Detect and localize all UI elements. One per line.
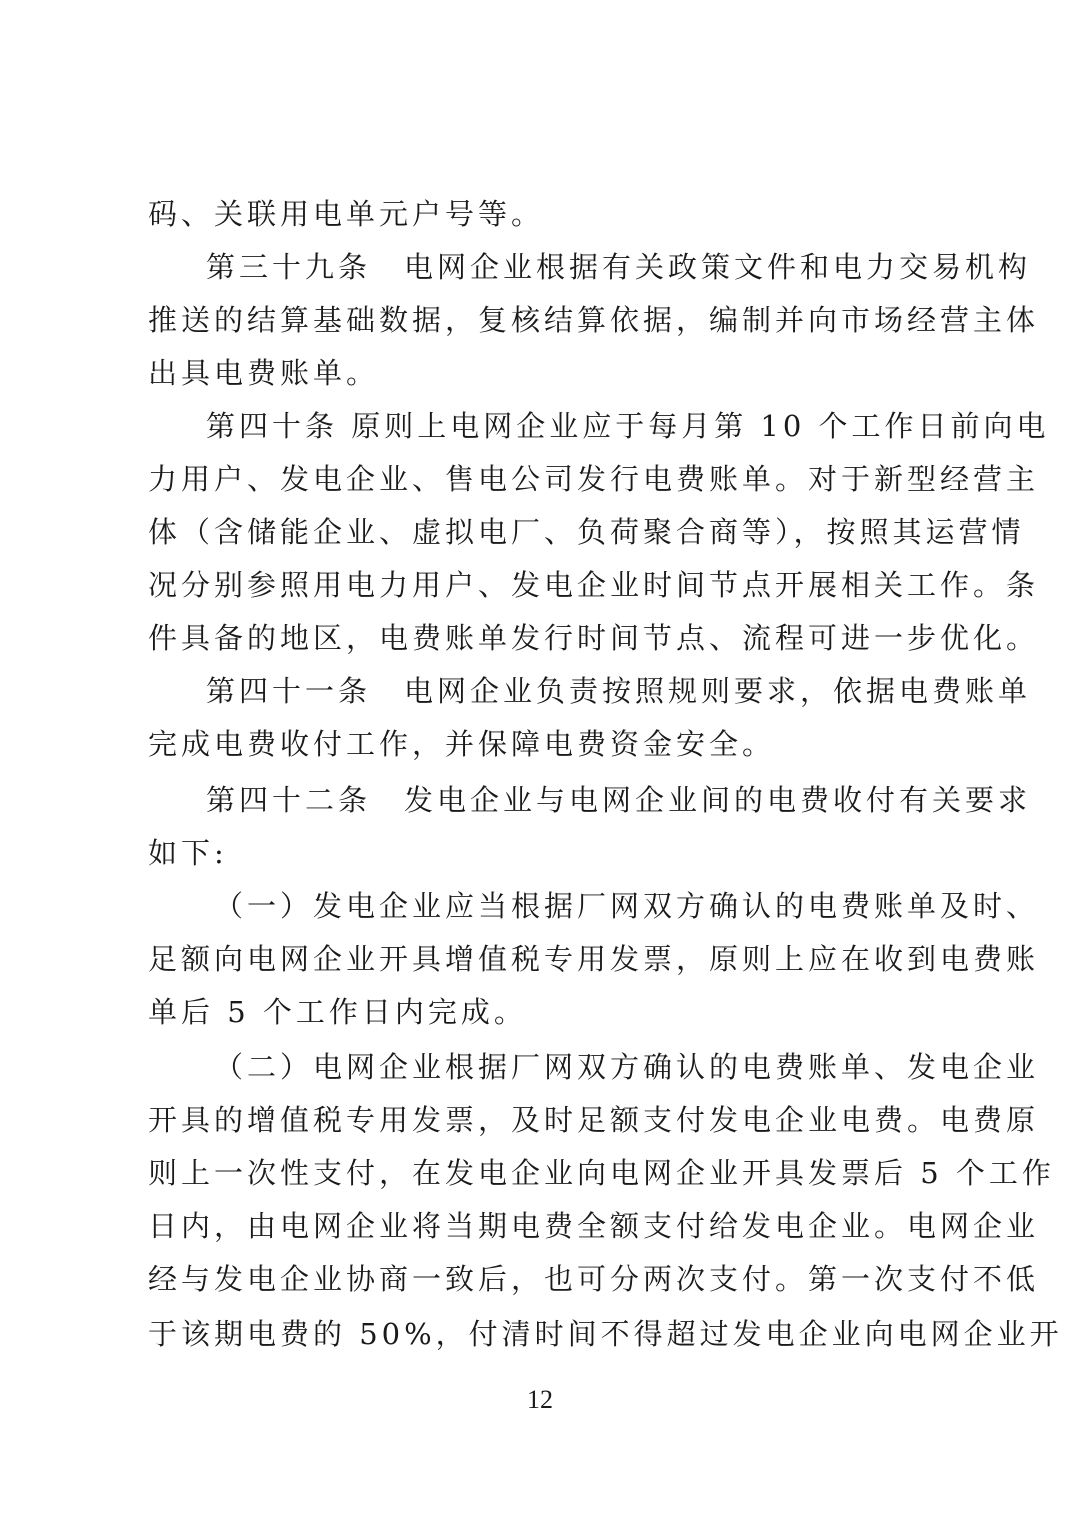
text-line: 如下: [148, 836, 228, 870]
text-line: 则上一次性支付，在发电企业向电网企业开具发票后 5 个工作 [148, 1156, 1055, 1190]
clause-2-line: （二）电网企业根据厂网双方确认的电费账单、发电企业 [214, 1050, 1040, 1084]
clause-1-line: （一）发电企业应当根据厂网双方确认的电费账单及时、 [214, 889, 1040, 923]
article-41-heading-line: 第四十一条 电网企业负责按照规则要求，依据电费账单 [206, 674, 1032, 708]
text-line: 开具的增值税专用发票，及时足额支付发电企业电费。电费原 [148, 1103, 1040, 1137]
text-line: 足额向电网企业开具增值税专用发票，原则上应在收到电费账 [148, 942, 1040, 976]
page-number: 12 [527, 1385, 553, 1414]
text-line: 经与发电企业协商一致后，也可分两次支付。第一次支付不低 [148, 1262, 1040, 1296]
text-line: 推送的结算基础数据，复核结算依据，编制并向市场经营主体 [148, 303, 1040, 337]
text-line: 体（含储能企业、虚拟电厂、负荷聚合商等），按照其运营情 [148, 515, 1025, 549]
text-line: 件具备的地区，电费账单发行时间节点、流程可进一步优化。 [148, 621, 1040, 655]
text-line: 单后 5 个工作日内完成。 [148, 995, 527, 1029]
text-line: 码、关联用电单元户号等。 [148, 197, 545, 231]
article-40-heading-line: 第四十条 原则上电网企业应于每月第 10 个工作日前向电 [206, 409, 1050, 443]
text-line: 完成电费收付工作，并保障电费资金安全。 [148, 727, 776, 761]
text-line: 出具电费账单。 [148, 356, 380, 390]
text-line: 况分别参照用电力用户、发电企业时间节点开展相关工作。条 [148, 568, 1040, 602]
article-42-heading-line: 第四十二条 发电企业与电网企业间的电费收付有关要求 [206, 783, 1032, 817]
text-line: 于该期电费的 50%，付清时间不得超过发电企业向电网企业开 [148, 1317, 1063, 1351]
text-line: 日内，由电网企业将当期电费全额支付给发电企业。电网企业 [148, 1209, 1040, 1243]
text-line: 力用户、发电企业、售电公司发行电费账单。对于新型经营主 [148, 462, 1040, 496]
article-39-heading-line: 第三十九条 电网企业根据有关政策文件和电力交易机构 [206, 250, 1032, 284]
